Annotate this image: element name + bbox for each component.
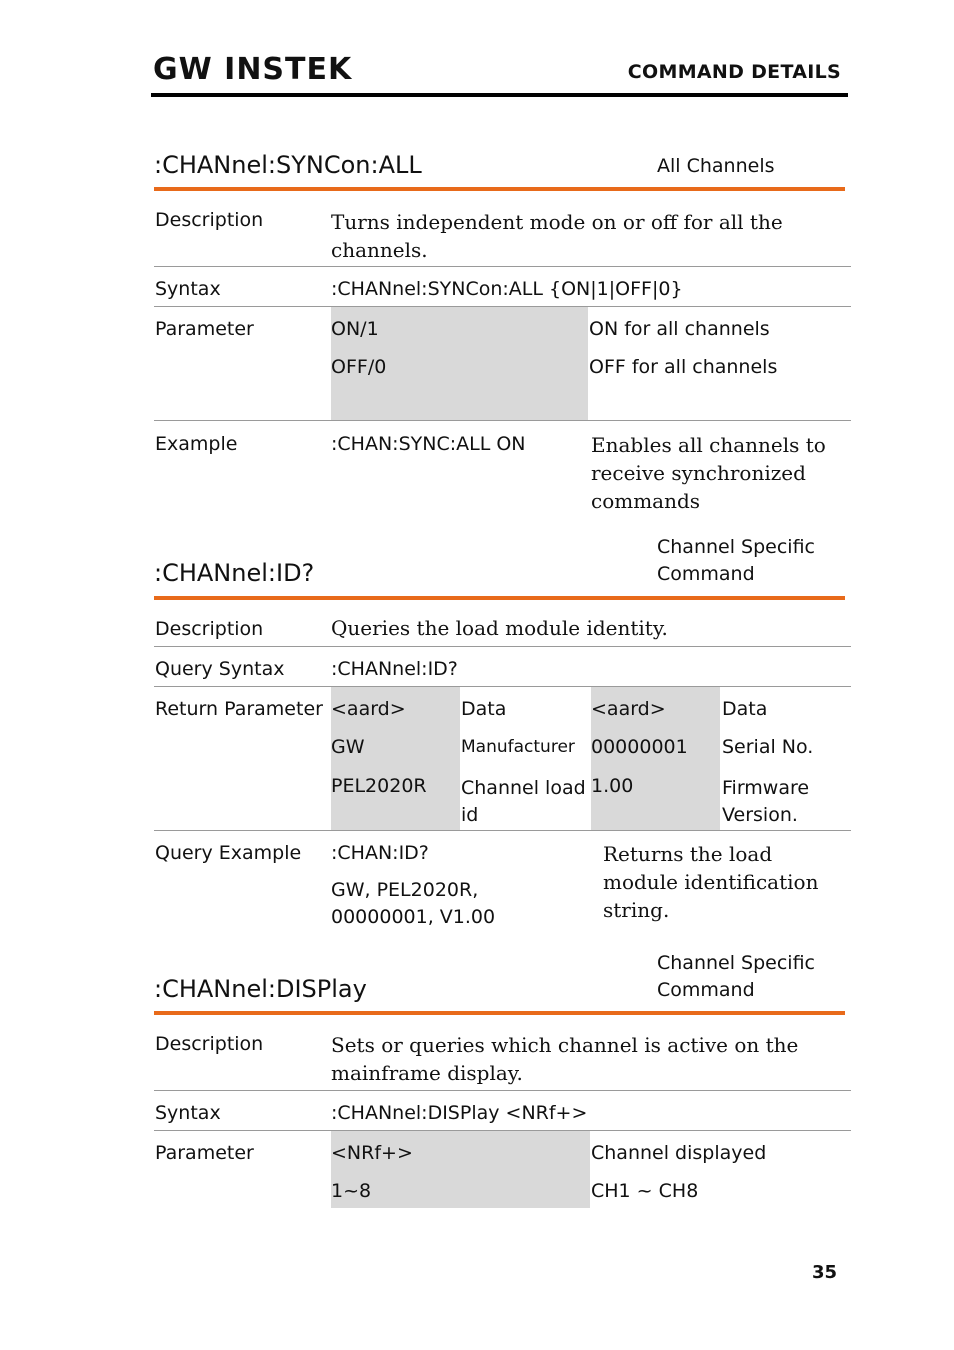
parameter-meaning: ON for all channels (589, 318, 770, 340)
row-divider (154, 420, 851, 421)
description-text: Sets or queries which channel is active on the mainframe display. (331, 1033, 799, 1085)
return-cell: Channel load id (461, 777, 586, 826)
row-divider (154, 646, 851, 647)
syntax-text: :CHANnel:ID? (331, 658, 458, 680)
row-divider (154, 830, 851, 831)
command-category: All Channels (657, 155, 775, 177)
row-divider (154, 266, 851, 267)
header-rule (151, 93, 848, 97)
syntax-text: :CHANnel:SYNCon:ALL {ON|1|OFF|0} (331, 278, 683, 300)
command-title: :CHANnel:SYNCon:ALL (154, 151, 422, 179)
description-label: Description (155, 618, 264, 640)
syntax-text: :CHANnel:DISPlay <NRf+> (331, 1102, 588, 1124)
page-number: 35 (812, 1262, 838, 1283)
syntax-label: Query Syntax (155, 658, 285, 680)
parameter-value: 1~8 (331, 1180, 372, 1202)
section-heading: COMMAND DETAILS (627, 61, 841, 83)
return-cell: 1.00 (591, 775, 634, 797)
command-title: :CHANnel:ID? (154, 559, 315, 587)
return-cell: <aard> (591, 698, 666, 720)
query-example-description: Returns the load module identification string. (603, 842, 819, 922)
parameter-value: <NRf+> (331, 1142, 413, 1164)
parameter-meaning: Channel displayed (591, 1142, 767, 1164)
parameter-label: Parameter (155, 1142, 254, 1164)
return-cell: Data (722, 698, 768, 720)
title-rule (154, 187, 845, 191)
command-title: :CHANnel:DISPlay (154, 975, 367, 1003)
title-rule (154, 1011, 845, 1015)
description-text: Queries the load module identity. (331, 616, 668, 640)
return-cell: GW (331, 736, 365, 758)
syntax-label: Syntax (155, 278, 221, 300)
syntax-label: Syntax (155, 1102, 221, 1124)
return-cell: Data (461, 698, 507, 720)
title-rule (154, 596, 845, 600)
example-command: :CHAN:SYNC:ALL ON (331, 433, 526, 455)
description-label: Description (155, 1033, 264, 1055)
return-cell: Serial No. (722, 736, 814, 758)
return-cell: 00000001 (591, 736, 688, 758)
command-category: Channel Specific Command (657, 952, 815, 1001)
command-category: Channel Specific Command (657, 536, 815, 585)
return-parameter-label: Return Parameter (155, 698, 323, 720)
parameter-meaning: CH1 ~ CH8 (591, 1180, 699, 1202)
return-cell: PEL2020R (331, 775, 427, 797)
return-cell: Manufacturer (461, 737, 575, 757)
query-example-command: :CHAN:ID? (331, 842, 429, 864)
return-cell: <aard> (331, 698, 406, 720)
row-divider (154, 686, 851, 687)
parameter-value: ON/1 (331, 318, 379, 340)
query-example-response: GW, PEL2020R, 00000001, V1.00 (331, 879, 496, 928)
brand-logo: GW INSTEK (153, 52, 353, 87)
return-cell: Firmware Version. (722, 777, 810, 826)
row-divider (154, 1090, 851, 1091)
parameter-label: Parameter (155, 318, 254, 340)
example-label: Example (155, 433, 238, 455)
description-label: Description (155, 209, 264, 231)
parameter-meaning: OFF for all channels (589, 356, 778, 378)
parameter-value: OFF/0 (331, 356, 387, 378)
example-description: Enables all channels to receive synchronized commands (591, 433, 826, 513)
description-text: Turns independent mode on or off for all the channels. (331, 210, 783, 262)
query-example-label: Query Example (155, 842, 302, 864)
